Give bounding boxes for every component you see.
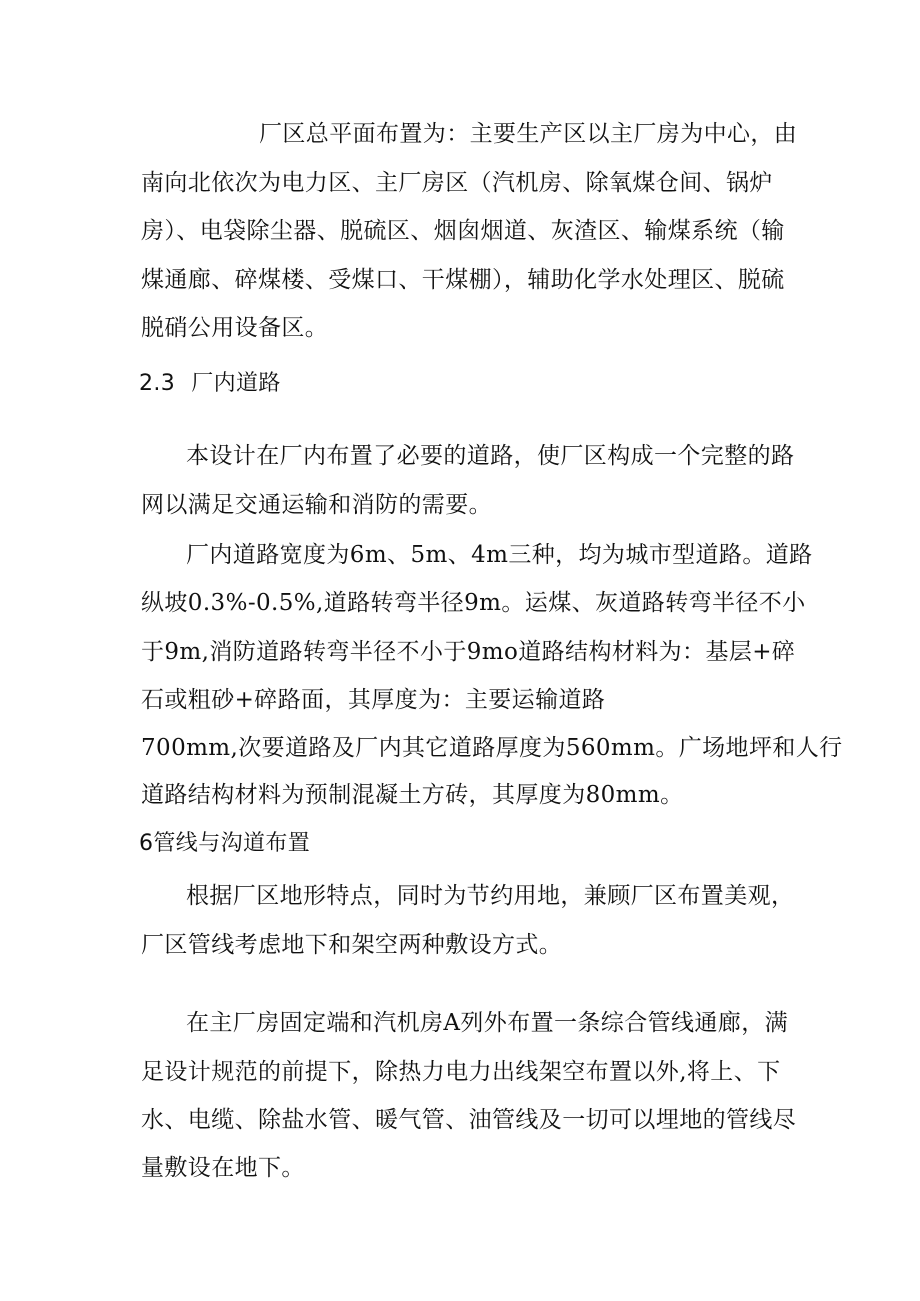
section-number: 2.3	[139, 371, 176, 396]
paragraph-4-line-1: 根据厂区地形特点，同时为节约用地，兼顾厂区布置美观，	[186, 883, 795, 909]
paragraph-1-line-1: 厂区总平面布置为：主要生产区以主厂房为中心，由	[259, 121, 798, 147]
paragraph-3-line-2: 纵坡0.3%-0.5%,道路转弯半径9m。运煤、灰道路转弯半径不小	[141, 590, 806, 616]
section-heading-6: 6管线与沟道布置	[139, 831, 311, 856]
paragraph-3-line-1: 厂内道路宽度为6m、5m、4m三种，均为城市型道路。道路	[186, 542, 813, 568]
paragraph-3-line-4: 石或粗砂+碎路面，其厚度为：主要运输道路	[141, 687, 606, 713]
paragraph-2-line-1: 本设计在厂内布置了必要的道路，使厂区构成一个完整的路	[186, 443, 795, 469]
section-title: 厂内道路	[191, 371, 281, 396]
paragraph-3-line-3: 于9m,消防道路转弯半径不小于9mo道路结构材料为：基层+碎	[141, 639, 796, 665]
paragraph-1-line-2: 南向北依次为电力区、主厂房区（汽机房、除氧煤仓间、锅炉	[141, 170, 773, 196]
paragraph-2-line-2: 网以满足交通运输和消防的需要。	[141, 492, 492, 518]
paragraph-5-line-3: 水、电缆、除盐水管、暖气管、油管线及一切可以埋地的管线尽	[141, 1107, 797, 1133]
paragraph-3-line-5: 700mm,次要道路及厂内其它道路厚度为560mm。广场地坪和人行	[141, 735, 843, 761]
paragraph-5-line-1: 在主厂房固定端和汽机房A列外布置一条综合管线通廊，满	[186, 1010, 789, 1036]
paragraph-3-line-6: 道路结构材料为预制混凝土方砖，其厚度为80mm。	[141, 782, 684, 808]
paragraph-1-line-4: 煤通廊、碎煤楼、受煤口、干煤棚），辅助化学水处理区、脱硫	[141, 267, 785, 293]
paragraph-5-line-4: 量敷设在地下。	[141, 1155, 305, 1181]
section-heading-2-3	[139, 368, 281, 400]
paragraph-1-line-5: 脱硝公用设备区。	[141, 315, 329, 341]
paragraph-4-line-2: 厂区管线考虑地下和架空两种敷设方式。	[141, 932, 563, 958]
paragraph-5-line-2: 足设计规范的前提下，除热力电力出线架空布置以外,将上、下	[141, 1059, 781, 1085]
paragraph-1-line-3: 房）、电袋除尘器、脱硫区、烟囱烟道、灰渣区、输煤系统（输	[141, 218, 785, 244]
